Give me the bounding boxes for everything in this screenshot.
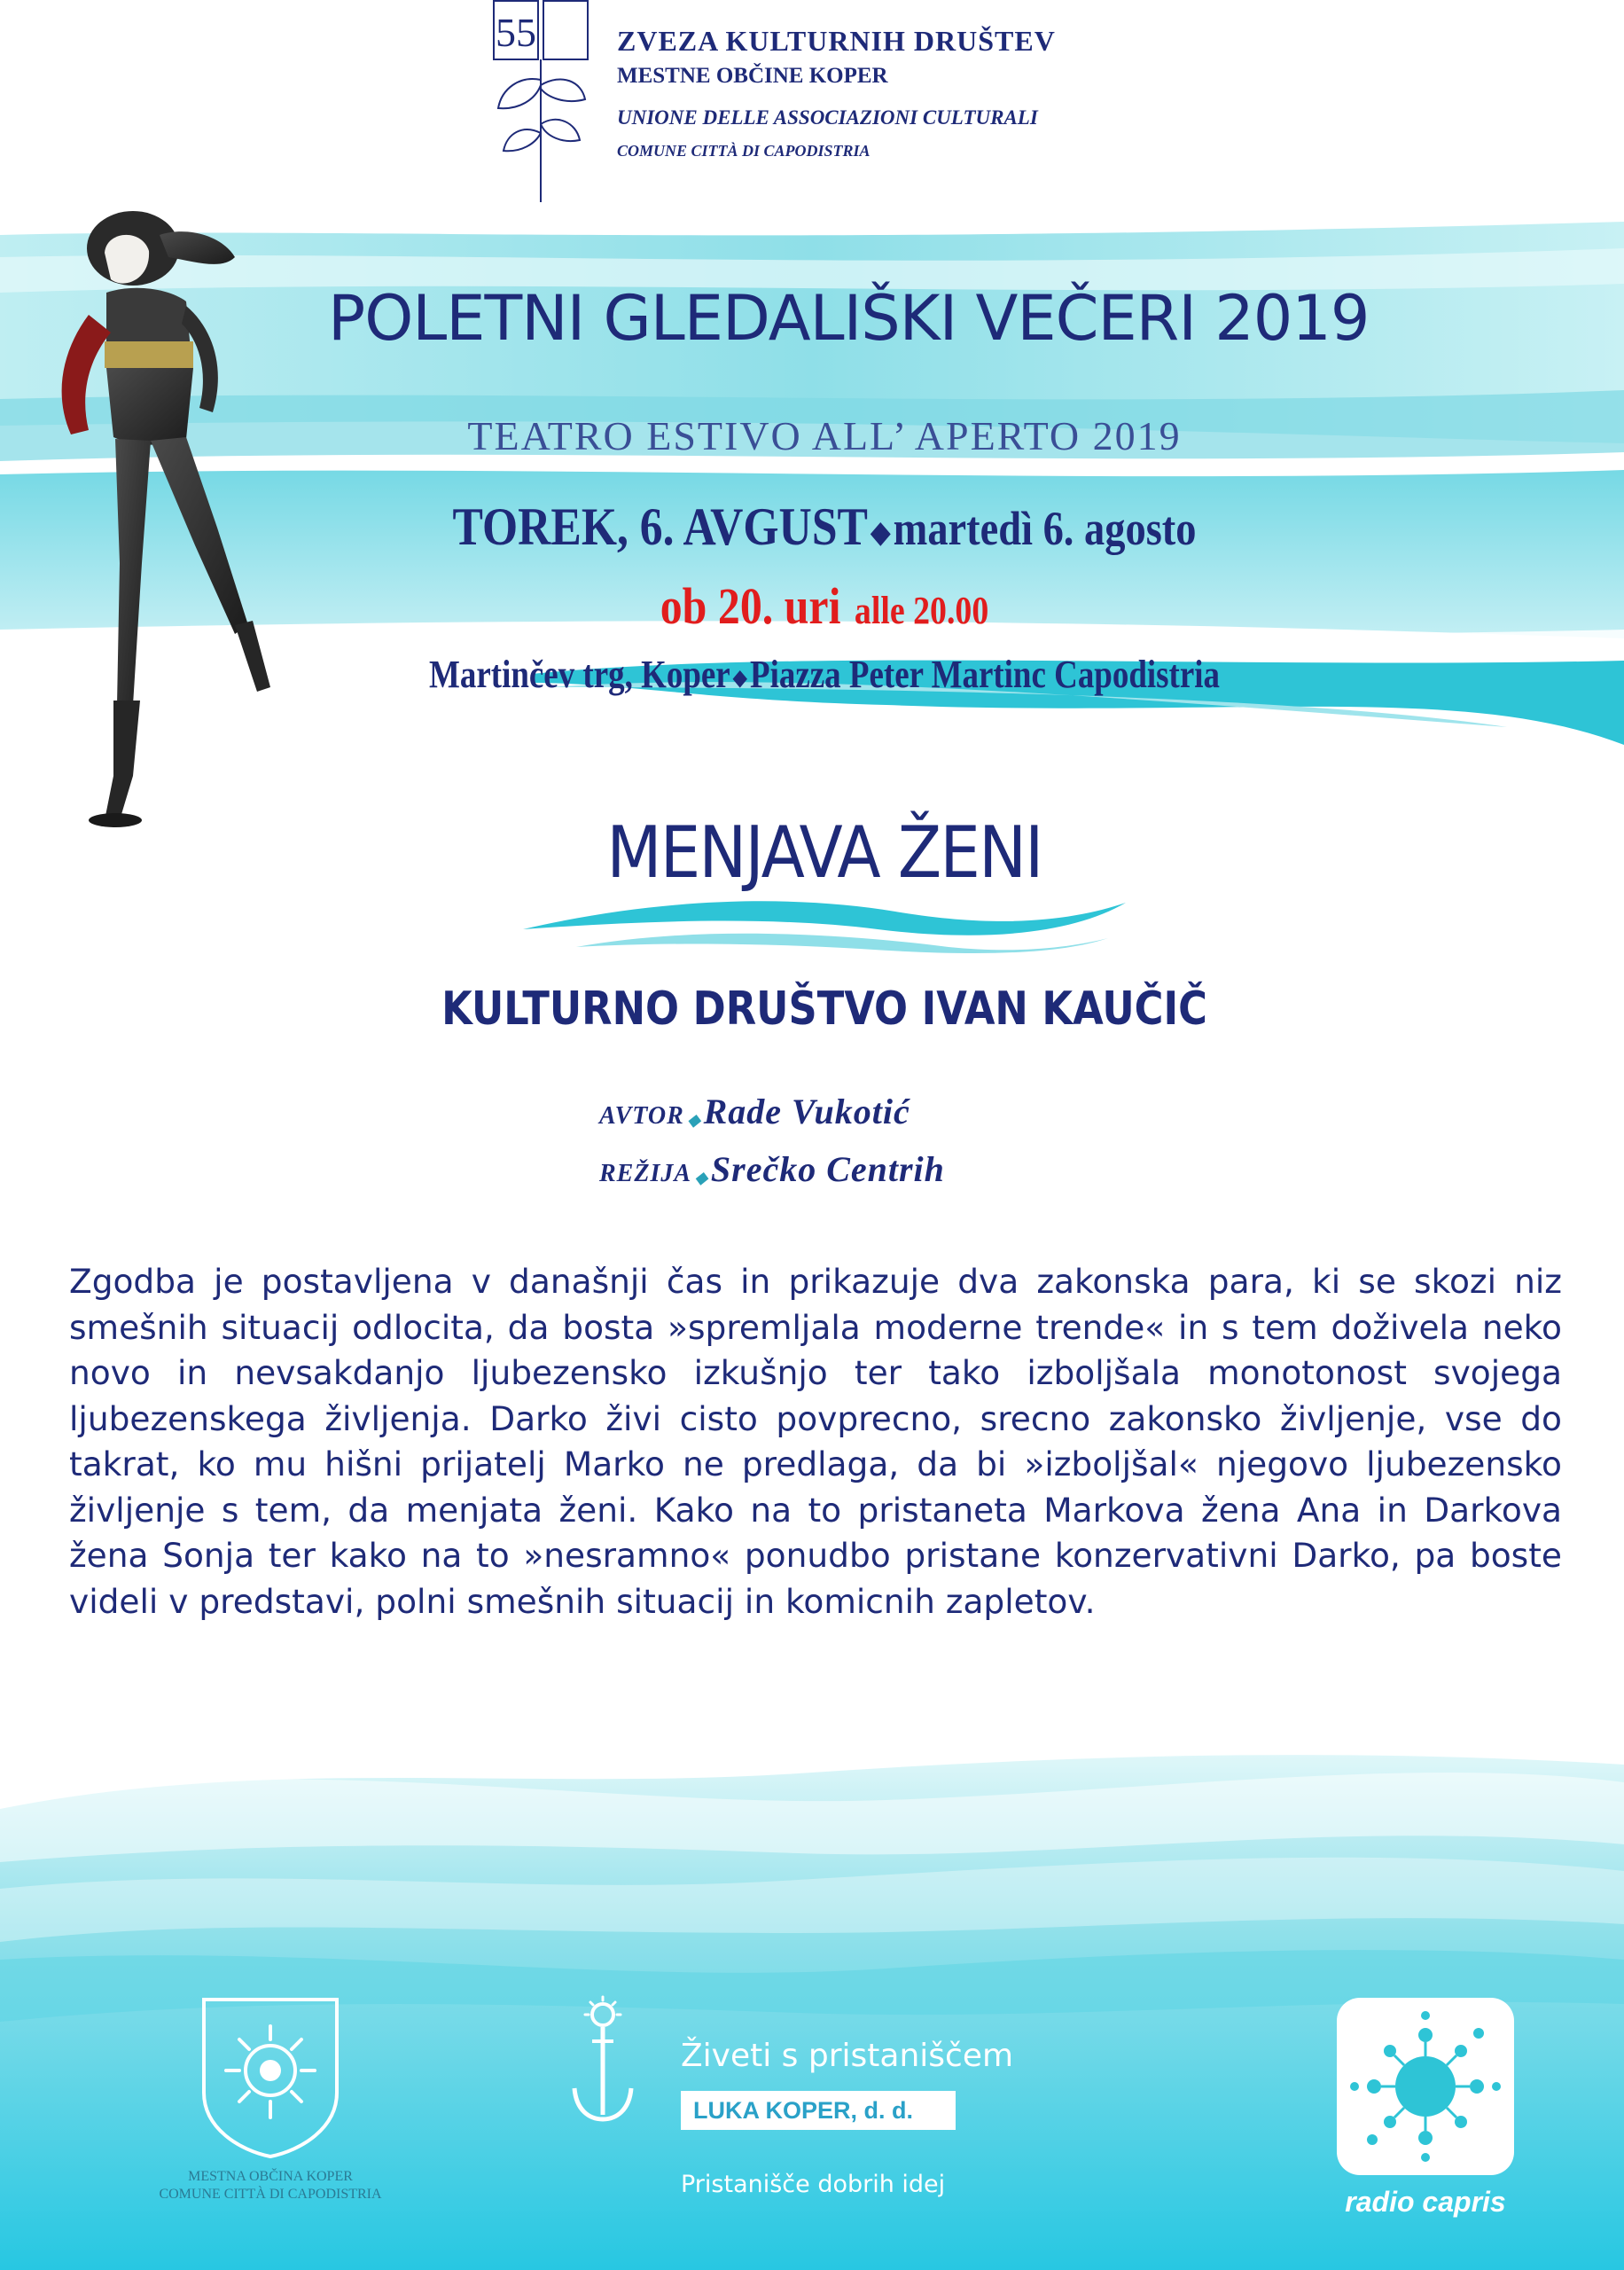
badge-digit-left: 55 (496, 10, 536, 55)
festival-subtitle-it: TEATRO ESTIVO ALL’ APERTO 2019 (467, 413, 1182, 458)
organizer-header (493, 0, 1113, 204)
wave-swoosh-icon (523, 894, 1126, 956)
diamond-icon: ◆ (687, 1110, 700, 1129)
radio-logo-square (1337, 1998, 1514, 2175)
port-logo (567, 1995, 1117, 2226)
organizer-logo-icon (493, 0, 590, 204)
event-date-sl: TOREK, 6. AVGUST (452, 497, 868, 556)
director-label: REŽIJA (599, 1160, 692, 1187)
anchor-lightbulb-icon (567, 1995, 638, 2128)
port-tagline: Pristanišče dobrih idej (681, 2171, 946, 2198)
radio-wave-icon (1337, 1998, 1514, 2175)
play-synopsis: Zgodba je postavljena v današnji čas in prikazuje dva zakonska para, ki se skozi niz smešnih situacij odlocita, da bosta »spremljala moderne trende« in s tem doživela neko novo in nevsakdanjo ljubezensko izkušnjo ter tako izboljšala monotonost svojega ljubezenskega življenja. Darko živi cisto povprecno, srecno zakonsko življenje, vse do takrat, ko mu hišni prijatelj Marko ne predlaga, da bi »izboljšal« njegovo ljubezensko življenje s tem, da menjata ženi. Kako na to pristaneta Markova žena Ana in Darkova žena Sonja ter kako na to »nesramno« ponudbo pristane konzervativni Darko, pa boste videli v predstavi, polni smešnih situacij in komicnih zapletov. (69, 1262, 1562, 1621)
play-title: MENJAVA ŽENI (606, 811, 1042, 894)
organizer-sub-it: COMUNE CITTÀ DI CAPODISTRIA (617, 142, 871, 160)
municipality-name-sl: MESTNA OBČINA KOPER (188, 2169, 353, 2184)
event-time-sl: ob 20. uri (660, 577, 841, 635)
port-name-badge: LUKA KOPER, d. d. (681, 2091, 956, 2130)
event-venue-sl: Martinčev trg, Koper (428, 653, 730, 696)
port-slogan: Živeti s pristaniščem (681, 2038, 1014, 2074)
theatre-company: KULTURNO DRUŠTVO IVAN KAUČIČ (441, 982, 1207, 1036)
director-name: Srečko Centrih (710, 1149, 945, 1189)
event-time (397, 576, 1251, 636)
sun-crest-icon (199, 1995, 341, 2159)
author-name: Rade Vukotić (703, 1092, 910, 1131)
organizer-name-sl: ZVEZA KULTURNIH DRUŠTEV (617, 25, 1056, 57)
diamond-icon: ◆ (871, 517, 891, 550)
event-date-it: martedì 6. agosto (893, 502, 1197, 555)
event-time-it: alle 20.00 (854, 589, 989, 632)
credit-author (599, 1091, 910, 1132)
harlequin-figure-illustration (35, 208, 328, 829)
event-venue (385, 652, 1263, 697)
festival-title: POLETNI GLEDALIŠKI VEČERI 2019 (328, 282, 1370, 355)
event-venue-it: Piazza Peter Martinc Capodistria (750, 653, 1221, 696)
radio-name: radio capris (1345, 2186, 1506, 2218)
municipality-name-it: COMUNE CITTÀ DI CAPODISTRIA (159, 2187, 382, 2202)
credit-director (599, 1148, 945, 1190)
author-label: AVTOR (599, 1102, 684, 1130)
diamond-icon: ◆ (733, 666, 747, 691)
municipality-logo (115, 1995, 426, 2217)
organizer-sub-sl: MESTNE OBČINE KOPER (617, 64, 888, 88)
event-date (397, 497, 1251, 558)
organizer-name-it: UNIONE DELLE ASSOCIAZIONI CULTURALI (617, 106, 1038, 129)
diamond-icon: ◆ (695, 1168, 707, 1186)
radio-capris-logo (1337, 1998, 1514, 2219)
